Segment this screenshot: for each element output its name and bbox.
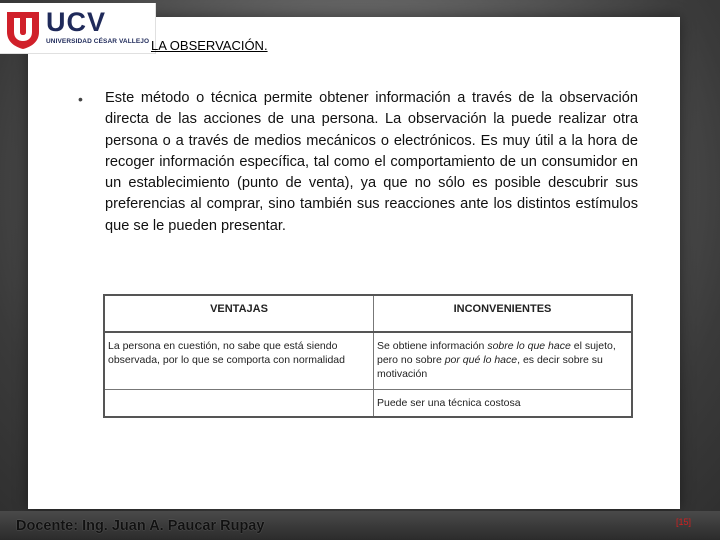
header-inconvenientes: INCONVENIENTES [374, 295, 633, 332]
slide-title: LA OBSERVACIÓN. [151, 38, 268, 53]
logo-name: UCV [46, 7, 107, 37]
ventaja-cell [104, 390, 374, 418]
ventaja-cell: La persona en cuestión, no sabe que está siendo observada, por lo que se comporta con normalidad [104, 332, 374, 390]
ucv-shield-icon [5, 10, 41, 50]
inconveniente-emphasis: sobre lo que hace [487, 340, 571, 352]
table-row [104, 332, 632, 390]
page-number: [15] [676, 517, 692, 527]
table-row [104, 390, 632, 418]
bullet-icon: • [78, 91, 83, 107]
body-paragraph: Este método o técnica permite obtener información a través de la observación directa de las acciones de una persona. La observación la puede realizar otra persona o a través de medios mecánicos o electrónicos. Es muy útil a la hora de recoger información específica, tal como el comportamiento de un consumidor en un establecimiento (punto de venta), ya que no sólo es posible descubrir sus preferencias al comprar, sino también sus reacciones ante los distintos estímulos que se le pueden presentar. [105, 90, 638, 234]
logo-subtitle: UNIVERSIDAD CÉSAR VALLEJO [46, 38, 150, 45]
inconveniente-text: el sujeto, pero no sobre [377, 340, 616, 366]
inconveniente-text: , es decir sobre su motivación [377, 354, 603, 380]
inconveniente-cell: Puede ser una técnica costosa [374, 390, 633, 418]
inconveniente-text: Se obtiene información [377, 340, 488, 352]
ventajas-table [103, 294, 633, 418]
ucv-logo [0, 3, 156, 54]
inconveniente-emphasis: por qué lo hace [444, 354, 518, 366]
header-ventajas: VENTAJAS [104, 295, 374, 332]
inconveniente-cell [374, 332, 633, 390]
docente-label: Docente: Ing. Juan A. Paucar Rupay [16, 518, 265, 534]
table-header-row [104, 295, 632, 332]
